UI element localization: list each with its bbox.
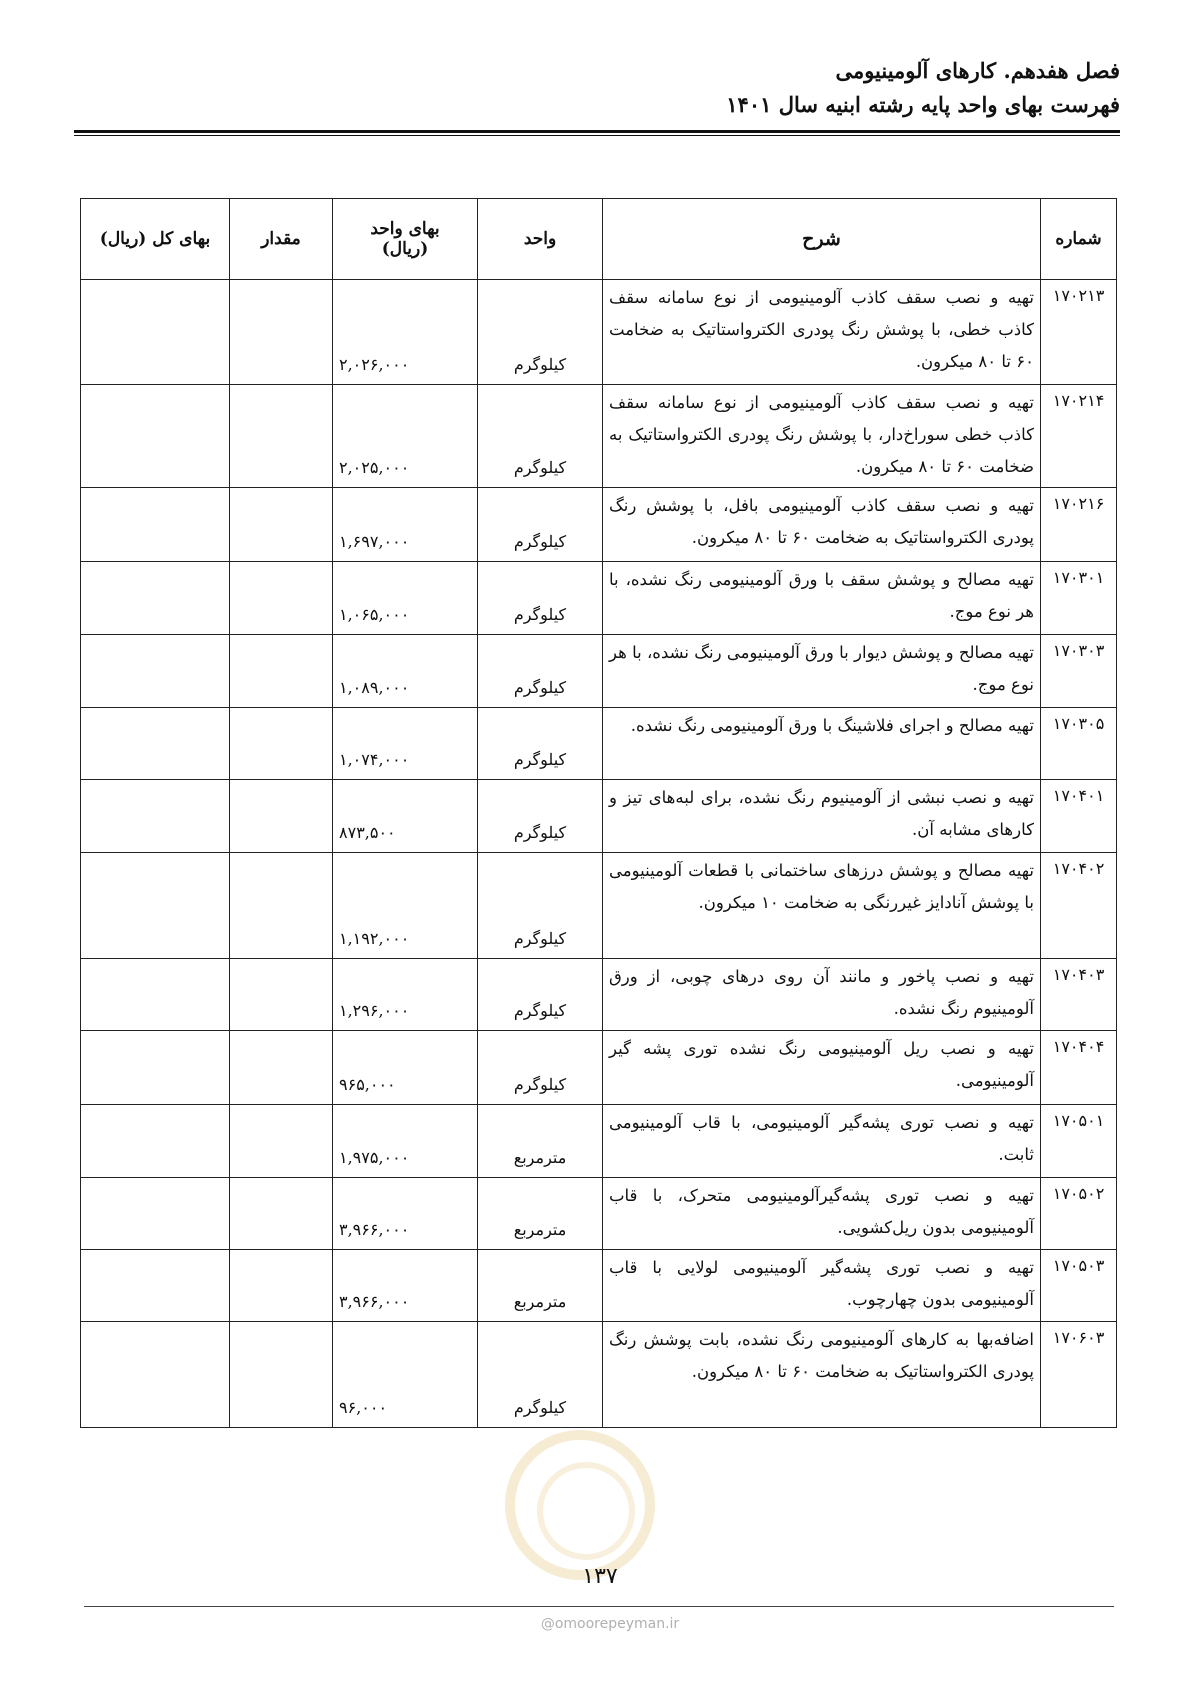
item-unit: کیلوگرم [478, 1031, 603, 1105]
item-total-price [81, 562, 230, 635]
table-row [81, 385, 1117, 488]
table-row [81, 1105, 1117, 1178]
item-code: ۱۷۰۶۰۳ [1041, 1322, 1117, 1428]
table-row [81, 1178, 1117, 1250]
item-total-price [81, 853, 230, 959]
table-row [81, 959, 1117, 1031]
item-unit: کیلوگرم [478, 562, 603, 635]
col-header-total-price: بهای کل (ریال) [81, 199, 230, 280]
item-total-price [81, 1031, 230, 1105]
item-description: تهیه و نصب پاخور و مانند آن روی درهای چوبی، از ورق آلومینیوم رنگ نشده. [603, 959, 1041, 1031]
table-row [81, 1031, 1117, 1105]
item-total-price [81, 635, 230, 708]
item-code: ۱۷۰۵۰۳ [1041, 1250, 1117, 1322]
item-unit: کیلوگرم [478, 853, 603, 959]
item-unit: کیلوگرم [478, 488, 603, 562]
item-total-price [81, 708, 230, 780]
item-unit-price: ۱,۱۹۲,۰۰۰ [333, 853, 478, 959]
item-description: تهیه مصالح و پوشش دیوار با ورق آلومینیومی رنگ نشده، با هر نوع موج. [603, 635, 1041, 708]
item-quantity [230, 1178, 333, 1250]
col-header-unit: واحد [478, 199, 603, 280]
item-description: تهیه و نصب سقف کاذب آلومینیومی از نوع سامانه سقف کاذب خطی، با پوشش رنگ پودری الکترواستاتیک به ضخامت ۶۰ تا ۸۰ میکرون. [603, 280, 1041, 385]
table-row [81, 280, 1117, 385]
table-row [81, 488, 1117, 562]
item-code: ۱۷۰۲۱۶ [1041, 488, 1117, 562]
item-quantity [230, 853, 333, 959]
item-unit-price: ۱,۰۶۵,۰۰۰ [333, 562, 478, 635]
item-total-price [81, 385, 230, 488]
item-quantity [230, 635, 333, 708]
col-header-code: شماره [1041, 199, 1117, 280]
item-code: ۱۷۰۳۰۱ [1041, 562, 1117, 635]
header-rule-thick [74, 130, 1120, 133]
item-unit-price: ۲,۰۲۶,۰۰۰ [333, 280, 478, 385]
item-description: تهیه مصالح و پوشش درزهای ساختمانی با قطعات آلومینیومی با پوشش آنادایز غیررنگی به ضخامت ۱۰ میکرون. [603, 853, 1041, 959]
col-header-unit-price [333, 199, 478, 280]
item-quantity [230, 488, 333, 562]
item-total-price [81, 1322, 230, 1428]
item-unit: مترمربع [478, 1178, 603, 1250]
item-unit-price: ۸۷۳,۵۰۰ [333, 780, 478, 853]
item-description: تهیه مصالح و پوشش سقف با ورق آلومینیومی رنگ نشده، با هر نوع موج. [603, 562, 1041, 635]
item-unit: کیلوگرم [478, 1322, 603, 1428]
page-header [74, 54, 1120, 122]
item-description: تهیه و نصب توری پشه‌گیر آلومینیومی، با قاب آلومینیومی ثابت. [603, 1105, 1041, 1178]
item-total-price [81, 280, 230, 385]
item-description: تهیه و نصب ریل آلومینیومی رنگ نشده توری پشه گیر آلومینیومی. [603, 1031, 1041, 1105]
item-code: ۱۷۰۲۱۳ [1041, 280, 1117, 385]
item-unit-price: ۱,۰۸۹,۰۰۰ [333, 635, 478, 708]
item-unit: مترمربع [478, 1250, 603, 1322]
item-unit: کیلوگرم [478, 708, 603, 780]
item-quantity [230, 1250, 333, 1322]
item-code: ۱۷۰۴۰۳ [1041, 959, 1117, 1031]
page-number: ۱۳۷ [582, 1564, 618, 1589]
item-unit-price: ۱,۰۷۴,۰۰۰ [333, 708, 478, 780]
item-total-price [81, 1178, 230, 1250]
item-unit-price: ۹۶۵,۰۰۰ [333, 1031, 478, 1105]
col-header-description: شرح [603, 199, 1041, 280]
item-unit-price: ۱,۶۹۷,۰۰۰ [333, 488, 478, 562]
item-unit: کیلوگرم [478, 959, 603, 1031]
item-unit: مترمربع [478, 1105, 603, 1178]
item-quantity [230, 959, 333, 1031]
header-rule-thin [74, 135, 1120, 136]
col-header-unit-price-line1: بهای واحد [370, 219, 440, 239]
item-quantity [230, 780, 333, 853]
item-unit-price: ۳,۹۶۶,۰۰۰ [333, 1250, 478, 1322]
item-total-price [81, 1250, 230, 1322]
item-unit-price: ۱,۹۷۵,۰۰۰ [333, 1105, 478, 1178]
item-code: ۱۷۰۳۰۳ [1041, 635, 1117, 708]
item-code: ۱۷۰۳۰۵ [1041, 708, 1117, 780]
table-row [81, 562, 1117, 635]
item-quantity [230, 385, 333, 488]
list-title: فهرست بهای واحد پایه رشته ابنیه سال ۱۴۰۱ [726, 92, 1120, 117]
item-code: ۱۷۰۴۰۱ [1041, 780, 1117, 853]
item-description: تهیه و نصب نبشی از آلومینیوم رنگ نشده، برای لبه‌های تیز و کارهای مشابه آن. [603, 780, 1041, 853]
item-unit: کیلوگرم [478, 280, 603, 385]
table-body [81, 280, 1117, 1428]
table-row [81, 780, 1117, 853]
item-unit-price: ۹۶,۰۰۰ [333, 1322, 478, 1428]
item-total-price [81, 488, 230, 562]
item-code: ۱۷۰۴۰۲ [1041, 853, 1117, 959]
chapter-title: فصل هفدهم. کارهای آلومینیومی [835, 58, 1120, 83]
site-watermark: @omoorepeyman.ir [540, 1616, 680, 1632]
item-code: ۱۷۰۲۱۴ [1041, 385, 1117, 488]
item-unit-price: ۱,۲۹۶,۰۰۰ [333, 959, 478, 1031]
price-table [80, 198, 1117, 1428]
item-unit: کیلوگرم [478, 635, 603, 708]
col-header-quantity: مقدار [230, 199, 333, 280]
col-header-unit-price-line2: (ریال) [381, 239, 429, 259]
item-unit-price: ۲,۰۲۵,۰۰۰ [333, 385, 478, 488]
item-total-price [81, 959, 230, 1031]
item-unit: کیلوگرم [478, 780, 603, 853]
item-total-price [81, 1105, 230, 1178]
table-row [81, 853, 1117, 959]
item-description: تهیه و نصب توری پشه‌گیرآلومینیومی متحرک، با قاب آلومینیومی بدون ریل‌کشویی. [603, 1178, 1041, 1250]
item-quantity [230, 562, 333, 635]
item-quantity [230, 1105, 333, 1178]
table-row [81, 1322, 1117, 1428]
item-code: ۱۷۰۴۰۴ [1041, 1031, 1117, 1105]
item-quantity [230, 1031, 333, 1105]
table-row [81, 708, 1117, 780]
table-row [81, 1250, 1117, 1322]
item-description: اضافه‌بها به کارهای آلومینیومی رنگ نشده، بابت پوشش رنگ پودری الکترواستاتیک به ضخامت ۶۰ تا ۸۰ میکرون. [603, 1322, 1041, 1428]
item-description: تهیه و نصب توری پشه‌گیر آلومینیومی لولایی با قاب آلومینیومی بدون چهارچوب. [603, 1250, 1041, 1322]
footer-rule [84, 1606, 1114, 1607]
item-total-price [81, 780, 230, 853]
seal-stamp [505, 1430, 655, 1580]
item-description: تهیه و نصب سقف کاذب آلومینیومی بافل، با پوشش رنگ پودری الکترواستاتیک به ضخامت ۶۰ تا ۸۰ میکرون. [603, 488, 1041, 562]
item-description: تهیه و نصب سقف کاذب آلومینیومی از نوع سامانه سقف کاذب خطی سوراخ‌دار، با پوشش رنگ پودری الکترواستاتیک به ضخامت ۶۰ تا ۸۰ میکرون. [603, 385, 1041, 488]
item-quantity [230, 1322, 333, 1428]
table-header-row [81, 199, 1117, 280]
item-quantity [230, 708, 333, 780]
item-unit-price: ۳,۹۶۶,۰۰۰ [333, 1178, 478, 1250]
item-code: ۱۷۰۵۰۲ [1041, 1178, 1117, 1250]
item-unit: کیلوگرم [478, 385, 603, 488]
item-quantity [230, 280, 333, 385]
item-code: ۱۷۰۵۰۱ [1041, 1105, 1117, 1178]
table-row [81, 635, 1117, 708]
item-description: تهیه مصالح و اجرای فلاشینگ با ورق آلومینیومی رنگ نشده. [603, 708, 1041, 780]
